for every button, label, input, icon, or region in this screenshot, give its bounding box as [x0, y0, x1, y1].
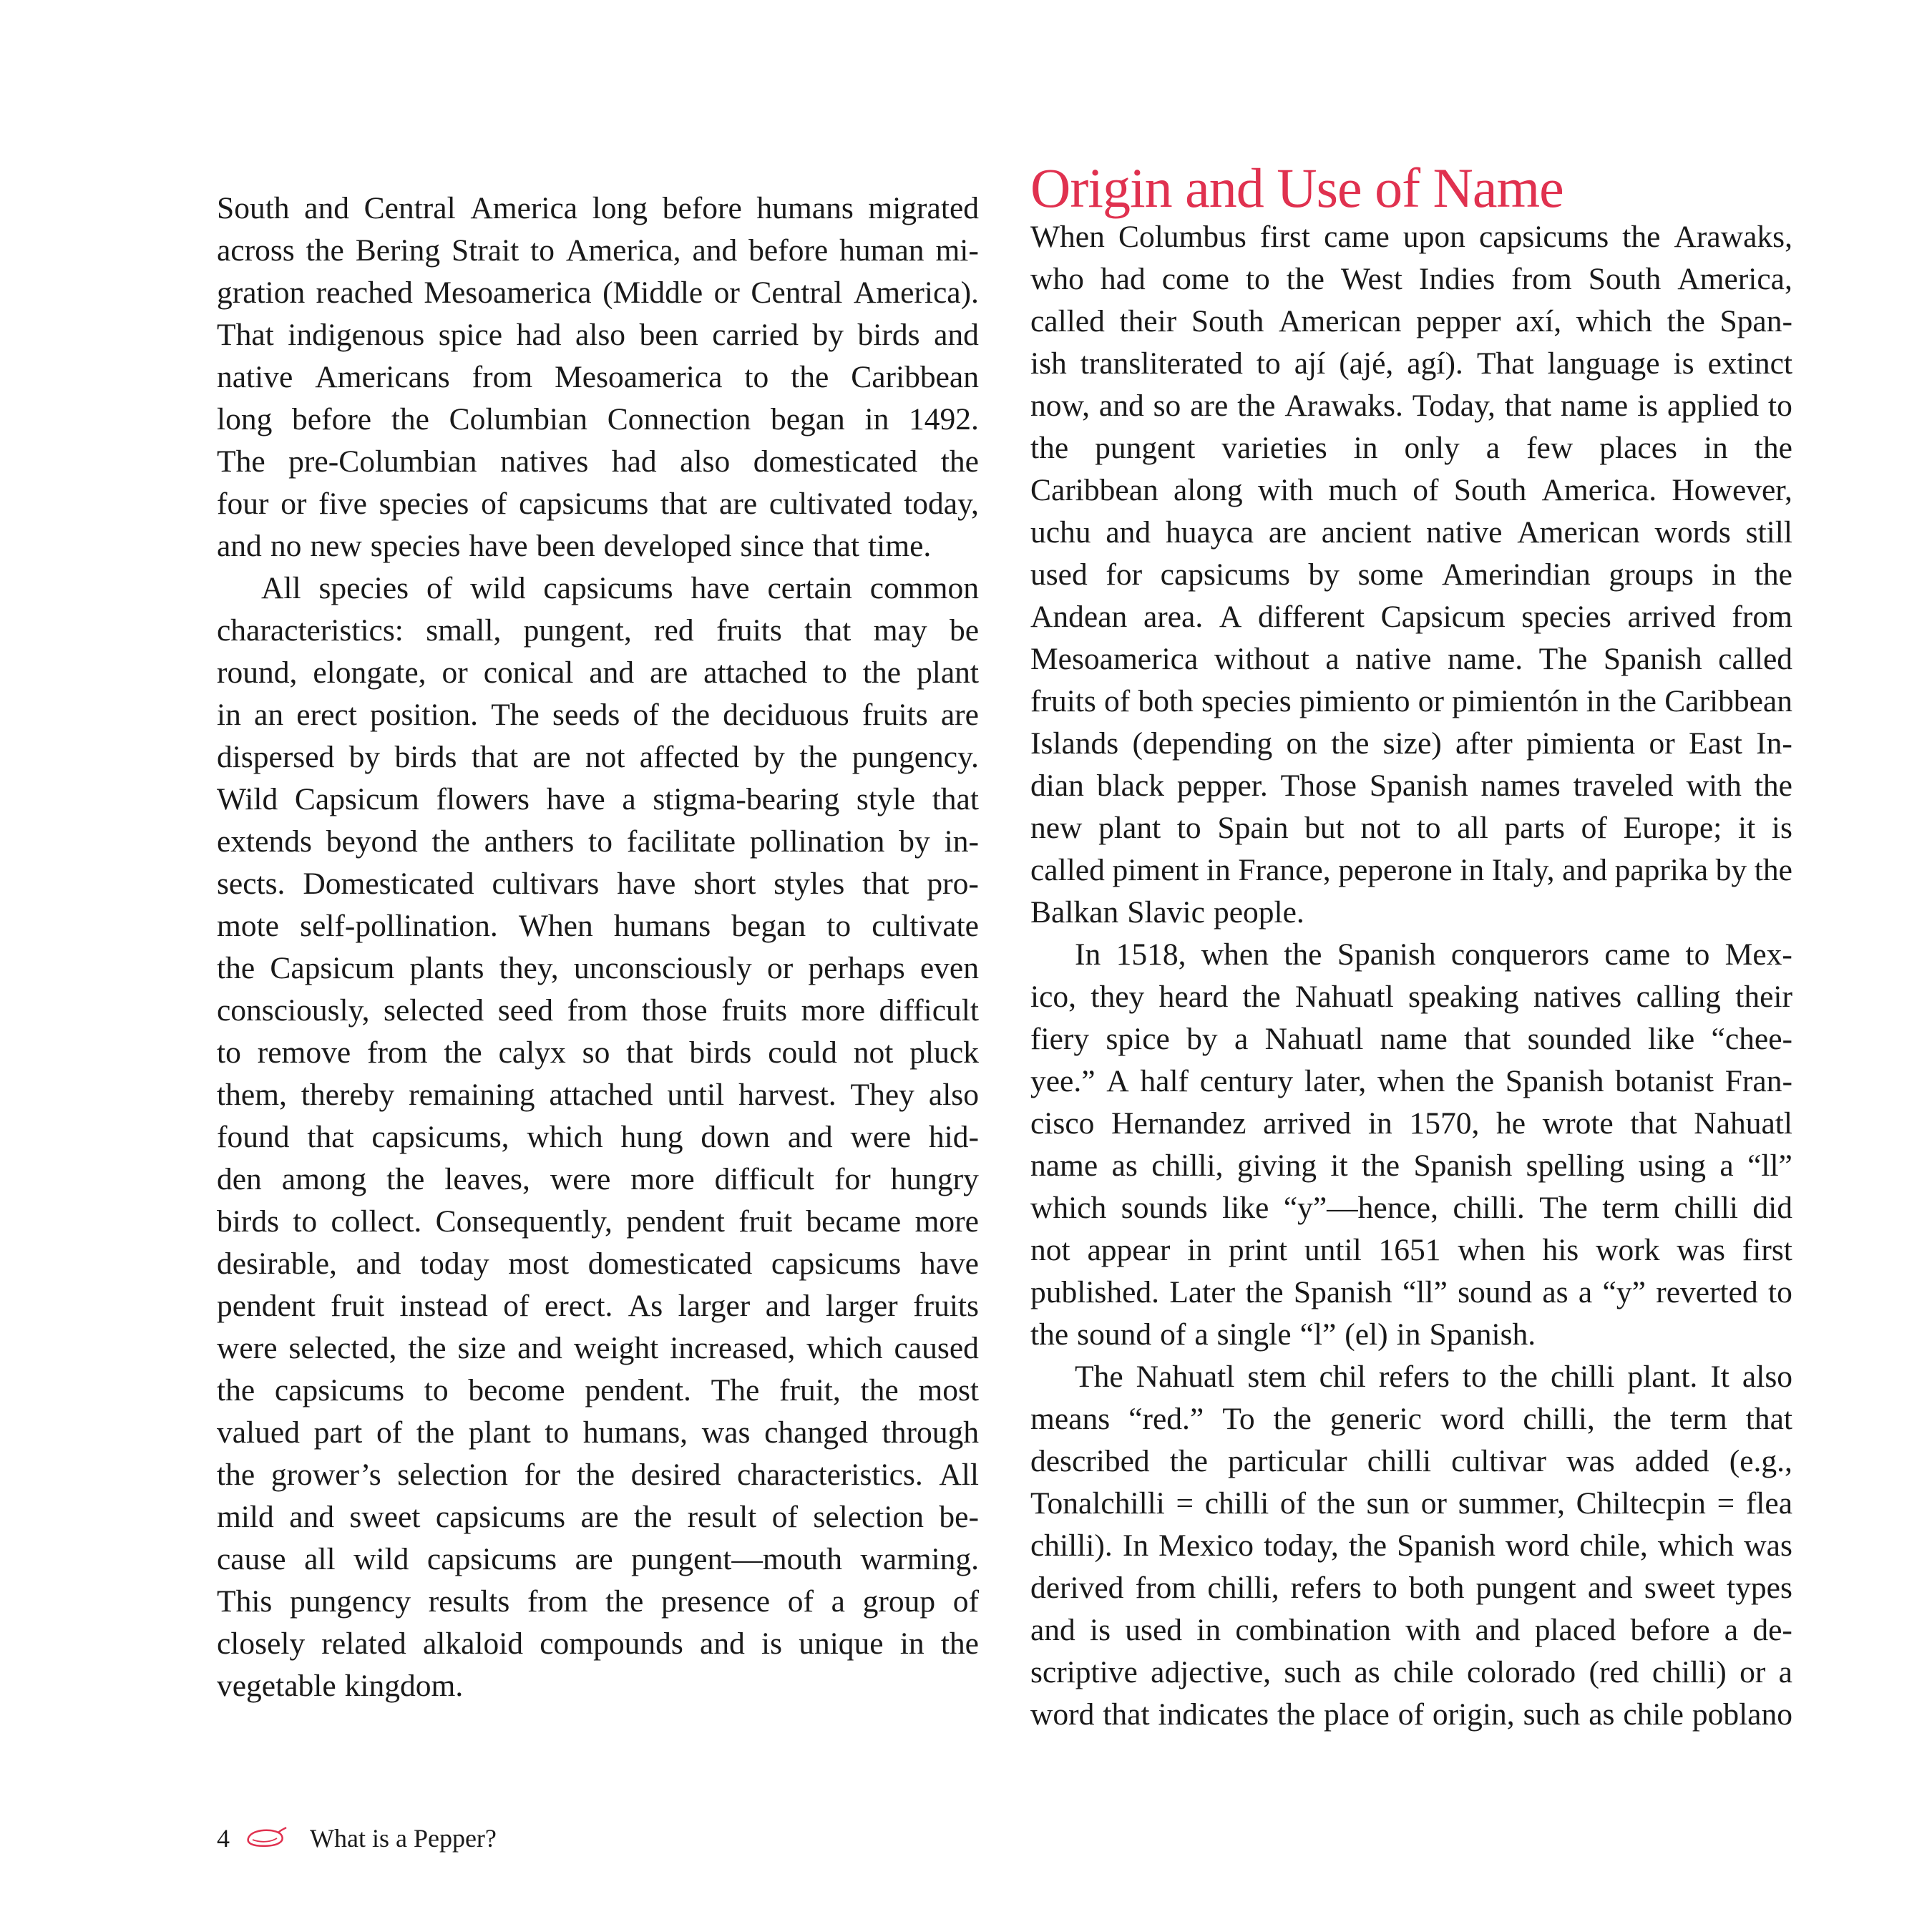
page-number: 4: [217, 1824, 230, 1853]
right-column: [1030, 159, 1792, 1736]
text-line: found that capsicums, which hung down and were hid-: [217, 1120, 979, 1154]
text-line: Wild Capsicum flowers have a stigma-bearing style that: [217, 782, 979, 816]
text-line: South and Central America long before humans migrated: [217, 191, 979, 225]
text-line: not appear in print until 1651 when his work was first: [1030, 1233, 1792, 1267]
running-title: What is a Pepper?: [310, 1824, 497, 1853]
text-line: fiery spice by a Nahuatl name that sounded like “chee-: [1030, 1022, 1792, 1056]
text-line: dispersed by birds that are not affected by the pungency.: [217, 740, 979, 774]
text-line: called their South American pepper axí, which the Span-: [1030, 304, 1792, 338]
text-line: derived from chilli, refers to both pungent and sweet types: [1030, 1571, 1792, 1605]
text-line: desirable, and today most domesticated capsicums have: [217, 1246, 979, 1281]
text-line: gration reached Mesoamerica (Middle or Central America).: [217, 275, 979, 310]
text-line: cause all wild capsicums are pungent—mouth warming.: [217, 1542, 979, 1576]
text-line: dian black pepper. Those Spanish names traveled with the: [1030, 769, 1792, 803]
text-line: valued part of the plant to humans, was changed through: [217, 1415, 979, 1450]
text-line: scriptive adjective, such as chile colorado (red chilli) or a: [1030, 1655, 1792, 1689]
text-line: This pungency results from the presence of a group of: [217, 1584, 979, 1619]
text-line: to remove from the calyx so that birds could not pluck: [217, 1035, 979, 1070]
section-heading: Origin and Use of Name: [1030, 157, 1563, 219]
text-line: yee.” A half century later, when the Spanish botanist Fran-: [1030, 1064, 1792, 1098]
text-line: and no new species have been developed since that time.: [217, 529, 932, 563]
text-line: The pre-Columbian natives had also domesticated the: [217, 444, 979, 479]
text-line: mild and sweet capsicums are the result of selection be-: [217, 1500, 979, 1534]
text-line: across the Bering Strait to America, and before human mi-: [217, 233, 979, 268]
text-line: ico, they heard the Nahuatl speaking natives calling their: [1030, 980, 1792, 1014]
text-line: word that indicates the place of origin, such as chile poblano: [1030, 1697, 1792, 1732]
page-footer: [217, 1823, 497, 1853]
text-line: the grower’s selection for the desired characteristics. All: [217, 1458, 979, 1492]
text-line: chilli). In Mexico today, the Spanish word chile, which was: [1030, 1528, 1792, 1563]
text-line: When Columbus first came upon capsicums the Arawaks,: [1030, 220, 1792, 254]
text-line: Balkan Slavic people.: [1030, 895, 1304, 930]
text-line: pendent fruit instead of erect. As larger and larger fruits: [217, 1289, 979, 1323]
text-line: sects. Domesticated cultivars have short styles that pro-: [217, 867, 979, 901]
text-line: who had come to the West Indies from South America,: [1030, 262, 1792, 296]
text-line: Caribbean along with much of South America. However,: [1030, 473, 1792, 507]
text-line: described the particular chilli cultivar was added (e.g.,: [1030, 1444, 1792, 1478]
text-line: uchu and huayca are ancient native American words still: [1030, 515, 1792, 550]
text-line: name as chilli, giving it the Spanish spelling using a “ll”: [1030, 1148, 1792, 1183]
text-line: fruits of both species pimiento or pimientón in the Caribbean: [1030, 684, 1792, 718]
text-line: ish transliterated to ají (ajé, agí). That language is extinct: [1030, 346, 1792, 381]
text-line: birds to collect. Consequently, pendent fruit became more: [217, 1204, 979, 1239]
text-line: Mesoamerica without a native name. The Spanish called: [1030, 642, 1792, 676]
text-line: long before the Columbian Connection began in 1492.: [217, 402, 979, 436]
text-line: the sound of a single “l” (el) in Spanish.: [1030, 1317, 1536, 1352]
text-line: Tonalchilli = chilli of the sun or summer, Chiltecpin = flea: [1030, 1486, 1792, 1521]
text-line: Islands (depending on the size) after pimienta or East In-: [1030, 726, 1792, 761]
text-line: All species of wild capsicums have certain common: [261, 571, 979, 605]
text-line: published. Later the Spanish “ll” sound as a “y” reverted to: [1030, 1275, 1792, 1309]
text-line: now, and so are the Arawaks. Today, that name is applied to: [1030, 389, 1792, 423]
text-line: That indigenous spice had also been carried by birds and: [217, 318, 979, 352]
text-line: means “red.” To the generic word chilli, the term that: [1030, 1402, 1792, 1436]
text-line: the pungent varieties in only a few places in the: [1030, 431, 1792, 465]
right-paragraph-3: [1030, 1356, 1792, 1736]
text-line: the Capsicum plants they, unconsciously or perhaps even: [217, 951, 979, 985]
text-line: used for capsicums by some Amerindian groups in the: [1030, 557, 1792, 592]
text-line: native Americans from Mesoamerica to the Caribbean: [217, 360, 979, 394]
text-line: the capsicums to become pendent. The fruit, the most: [217, 1373, 979, 1407]
text-line: were selected, the size and weight increased, which caused: [217, 1331, 979, 1365]
text-line: four or five species of capsicums that are cultivated today,: [217, 487, 979, 521]
text-line: consciously, selected seed from those fruits more difficult: [217, 993, 979, 1028]
text-line: closely related alkaloid compounds and is unique in the: [217, 1626, 979, 1661]
text-line: round, elongate, or conical and are attached to the plant: [217, 655, 979, 690]
text-line: Andean area. A different Capsicum species arrived from: [1030, 600, 1792, 634]
text-line: mote self-pollination. When humans began to cultivate: [217, 909, 979, 943]
right-paragraph-1: [1030, 216, 1792, 934]
text-line: extends beyond the anthers to facilitate pollination by in-: [217, 824, 979, 859]
pepper-icon: [245, 1825, 288, 1851]
text-line: den among the leaves, were more difficult for hungry: [217, 1162, 979, 1196]
text-line: cisco Hernandez arrived in 1570, he wrote that Nahuatl: [1030, 1106, 1792, 1141]
text-line: and is used in combination with and placed before a de-: [1030, 1613, 1792, 1647]
text-line: characteristics: small, pungent, red fruits that may be: [217, 613, 979, 648]
left-paragraph-1: [217, 187, 979, 567]
text-line: The Nahuatl stem chil refers to the chilli plant. It also: [1075, 1360, 1792, 1394]
text-line: in an erect position. The seeds of the deciduous fruits are: [217, 698, 979, 732]
text-line: new plant to Spain but not to all parts of Europe; it is: [1030, 811, 1792, 845]
text-line: vegetable kingdom.: [217, 1669, 464, 1703]
left-paragraph-2: [217, 567, 979, 1707]
text-line: which sounds like “y”—hence, chilli. The term chilli did: [1030, 1191, 1792, 1225]
text-line: In 1518, when the Spanish conquerors came to Mex-: [1075, 937, 1792, 972]
left-column: [217, 187, 979, 1707]
text-line: called piment in France, peperone in Italy, and paprika by the: [1030, 853, 1792, 887]
text-line: them, thereby remaining attached until harvest. They also: [217, 1078, 979, 1112]
right-paragraph-2: [1030, 934, 1792, 1356]
